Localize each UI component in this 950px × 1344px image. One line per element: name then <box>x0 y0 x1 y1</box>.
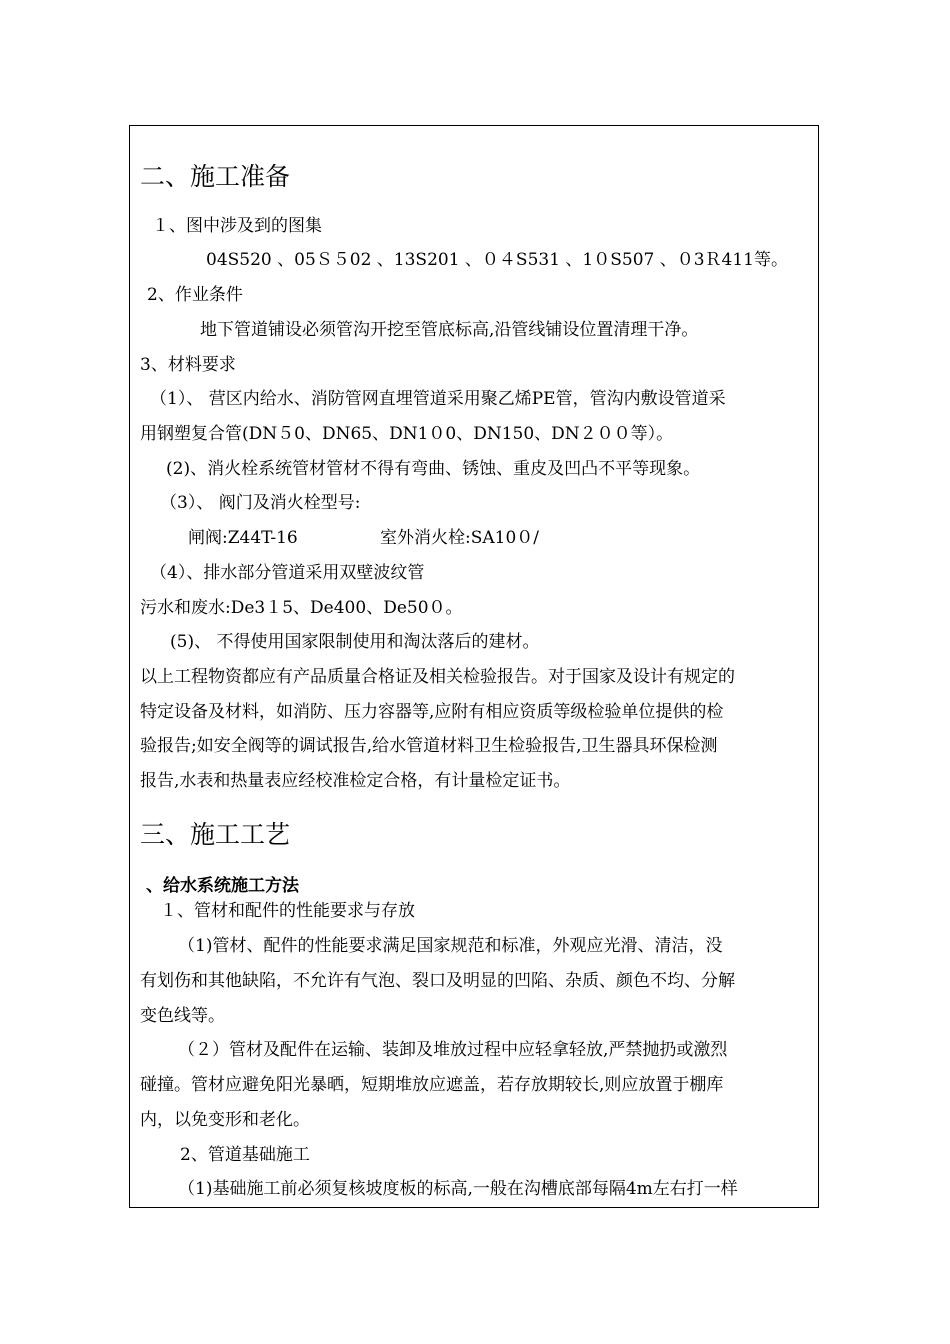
material-item-4: （4）、排水部分管道采用双壁波纹管 <box>150 563 425 583</box>
pipe-item-1-line-3: 变色线等。 <box>140 1006 225 1026</box>
material-item-5: (5)、 不得使用国家限制使用和淘汰落后的建材。 <box>170 632 540 652</box>
inspection-paragraph-line-3: 验报告;如安全阀等的调试报告,给水管道材料卫生检验报告,卫生器具环保检测 <box>140 736 718 756</box>
hydrant-model: 室外消火栓:SA10０/ <box>380 528 540 548</box>
water-supply-method-heading: 、给水系统施工方法 <box>146 876 299 896</box>
section-2-title: 二、施工准备 <box>140 162 291 191</box>
atlas-list: 04S520 、05Ｓ５02 、13S201 、０４S531 、1０S507 、０3Ｒ411等。 <box>206 250 789 270</box>
material-item-1-line-2: 用钢塑复合管(DN５0、DN65、DN1０0、DN150、DN２００等）。 <box>140 424 674 444</box>
subsection-material-requirements: 3、材料要求 <box>140 355 236 375</box>
inspection-paragraph-line-1: 以上工程物资都应有产品质量合格证及相关检验报告。对于国家及设计有规定的 <box>140 667 735 687</box>
document-frame <box>129 125 819 1208</box>
section-3-title: 三、施工工艺 <box>140 820 291 849</box>
material-item-2: (2)、消火栓系统管材管材不得有弯曲、锈蚀、重皮及凹凸不平等现象。 <box>166 459 701 479</box>
pipe-item-2-line-1: （２）管材及配件在运输、装卸及堆放过程中应轻拿轻放,严禁抛扔或激烈 <box>178 1040 728 1060</box>
foundation-item-1: （1)基础施工前必须复核坡度板的标高,一般在沟槽底部每隔4m左右打一样 <box>178 1179 738 1199</box>
material-item-3: （3）、 阀门及消火栓型号: <box>160 493 361 513</box>
work-conditions-text: 地下管道铺设必须管沟开挖至管底标高,沿管线铺设位置清理干净。 <box>200 320 699 340</box>
inspection-paragraph-line-2: 特定设备及材料，如消防、压力容器等,应附有相应资质等级检验单位提供的检 <box>140 702 724 722</box>
pipe-item-1-line-2: 有划伤和其他缺陷，不允许有气泡、裂口及明显的凹陷、杂质、颜色不均、分解 <box>140 971 735 991</box>
subsection-work-conditions: 2、作业条件 <box>147 285 243 305</box>
pipe-foundation-heading: 2、管道基础施工 <box>180 1145 310 1165</box>
pipe-item-2-line-3: 内，以免变形和老化。 <box>140 1110 310 1130</box>
valve-model: 闸阀:Z44T-16 <box>188 528 298 548</box>
pipe-performance-heading: １、管材和配件的性能要求与存放 <box>160 901 415 921</box>
pipe-item-1-line-1: （1)管材、配件的性能要求满足国家规范和标准，外观应光滑、清洁，没 <box>178 936 723 956</box>
inspection-paragraph-line-4: 报告,水表和热量表应经校准检定合格，有计量检定证书。 <box>140 771 571 791</box>
drain-pipe-sizes: 污水和废水:De3１5、De400、De50０。 <box>140 598 463 618</box>
material-item-1-line-1: （1）、 营区内给水、消防管网直埋管道采用聚乙烯PE管，管沟内敷设管道采 <box>150 389 726 409</box>
pipe-item-2-line-2: 碰撞。管材应避免阳光暴晒，短期堆放应遮盖，若存放期较长,则应放置于棚库 <box>140 1075 724 1095</box>
subsection-atlas-heading: １、图中涉及到的图集 <box>152 216 322 236</box>
